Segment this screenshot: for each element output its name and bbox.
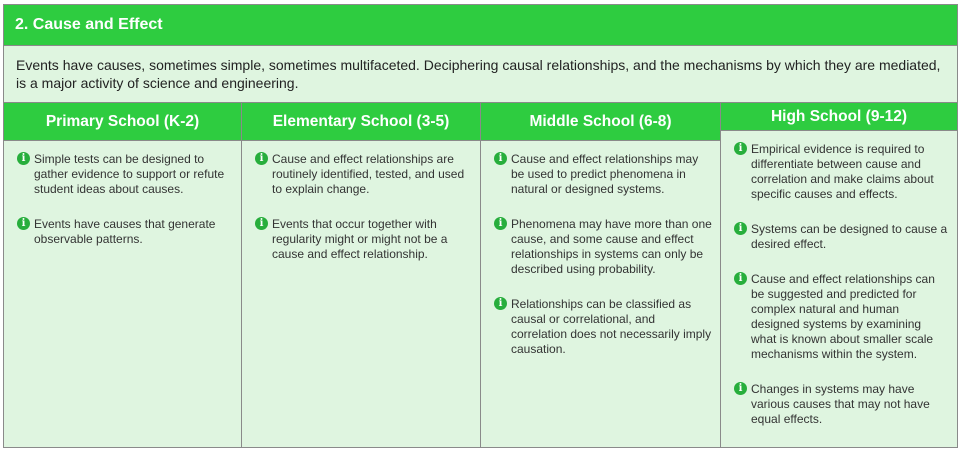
- grade-band-grid: [4, 103, 957, 447]
- item-text: Systems can be designed to cause a desired effect.: [751, 222, 948, 251]
- cause-effect-card: [3, 4, 958, 448]
- list-item: [734, 222, 949, 252]
- column-body: [242, 141, 480, 447]
- section-title: 2. Cause and Effect: [4, 5, 957, 46]
- item-text: Cause and effect relationships can be suggested and predicted for complex natural and human designed systems by examining what is known about smaller scale mechanisms within the system.: [751, 272, 935, 361]
- item-text: Events that occur together with regularity might or might not be a cause and effect relationship.: [272, 217, 448, 261]
- list-item: [255, 217, 472, 262]
- item-text: Empirical evidence is required to differentiate between cause and correlation and make claims about specific causes and effects.: [751, 142, 934, 201]
- column-body: [721, 131, 957, 447]
- info-icon: i: [255, 152, 268, 165]
- info-icon: i: [734, 272, 747, 285]
- item-text: Events have causes that generate observable patterns.: [34, 217, 216, 246]
- column-heading: Primary School (K-2): [4, 103, 241, 141]
- info-icon: i: [734, 382, 747, 395]
- list-item: [734, 272, 949, 362]
- item-text: Cause and effect relationships are routinely identified, tested, and used to explain change.: [272, 152, 465, 196]
- column-middle: [481, 103, 721, 447]
- section-intro: Events have causes, sometimes simple, sometimes multifaceted. Deciphering causal relationships, and the mechanisms by which they are mediated, is a major activity of science and engineering.: [4, 46, 957, 103]
- column-body: [4, 141, 241, 447]
- list-item: [494, 217, 712, 277]
- column-elementary: [242, 103, 481, 447]
- info-icon: i: [255, 217, 268, 230]
- list-item: [17, 217, 233, 247]
- item-text: Simple tests can be designed to gather evidence to support or refute student ideas about causes.: [34, 152, 225, 196]
- item-text: Phenomena may have more than one cause, and some cause and effect relationships in systems can only be described using probability.: [511, 217, 712, 276]
- column-primary: [4, 103, 242, 447]
- column-heading: High School (9-12): [721, 103, 957, 131]
- info-icon: i: [17, 152, 30, 165]
- info-icon: i: [494, 297, 507, 310]
- list-item: [734, 142, 949, 202]
- list-item: [494, 297, 712, 357]
- info-icon: i: [734, 142, 747, 155]
- info-icon: i: [734, 222, 747, 235]
- list-item: [734, 382, 949, 427]
- item-text: Relationships can be classified as causal or correlational, and correlation does not necessarily imply causation.: [511, 297, 712, 356]
- column-body: [481, 141, 720, 447]
- list-item: [17, 152, 233, 197]
- list-item: [494, 152, 712, 197]
- info-icon: i: [494, 152, 507, 165]
- list-item: [255, 152, 472, 197]
- info-icon: i: [17, 217, 30, 230]
- item-text: Changes in systems may have various causes that may not have equal effects.: [751, 382, 930, 426]
- info-icon: i: [494, 217, 507, 230]
- item-text: Cause and effect relationships may be used to predict phenomena in natural or designed systems.: [511, 152, 699, 196]
- column-heading: Middle School (6-8): [481, 103, 720, 141]
- column-heading: Elementary School (3-5): [242, 103, 480, 141]
- column-high: [721, 103, 957, 447]
